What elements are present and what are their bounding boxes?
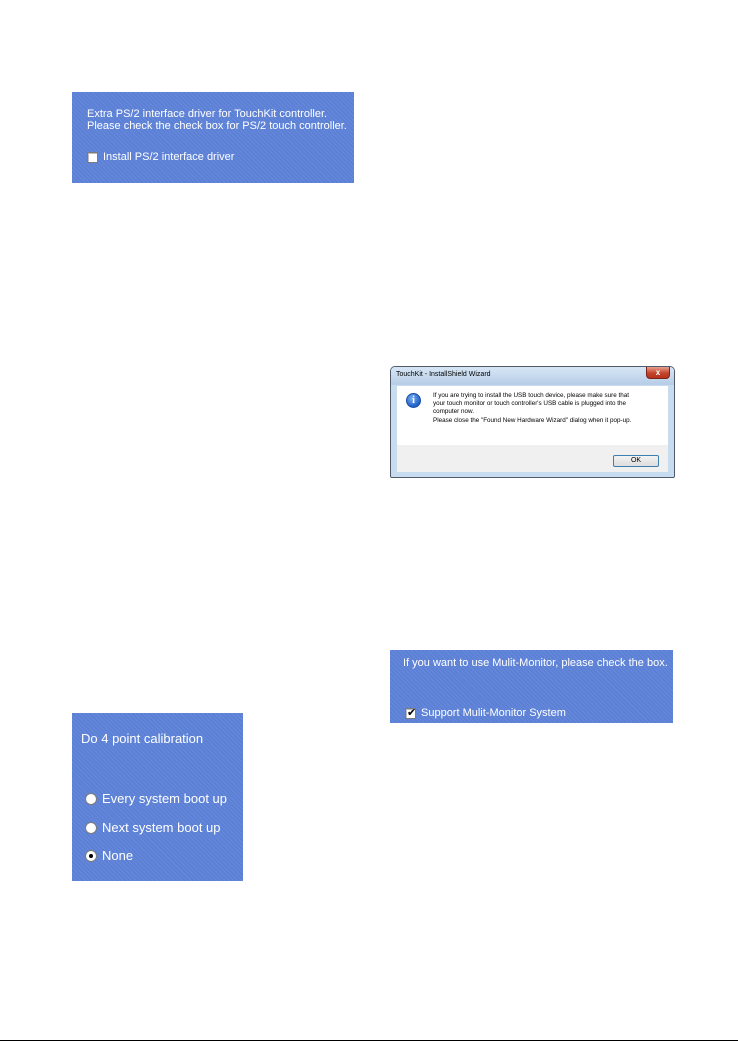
ps2-driver-panel <box>72 92 354 183</box>
installshield-dialog <box>390 366 675 478</box>
none-label: None <box>102 848 134 863</box>
multimonitor-checkbox-row[interactable] <box>405 707 566 719</box>
calibration-title: Do 4 point calibration <box>81 731 204 746</box>
every-boot-radio[interactable] <box>85 793 97 805</box>
radio-selected-dot <box>89 854 93 858</box>
message-line: If you are trying to install the USB touch device, please make sure that <box>433 392 630 399</box>
calibration-panel <box>72 713 243 881</box>
message-line: your touch monitor or touch controller's USB cable is plugged into the <box>433 400 627 408</box>
message-line: computer now. <box>433 408 474 416</box>
info-icon: i <box>406 393 421 408</box>
ps2-checkbox-row[interactable] <box>87 151 234 163</box>
page-footer-rule <box>0 1040 738 1041</box>
multimonitor-checkbox-label: Support Mulit-Monitor System <box>421 707 566 719</box>
dialog-footer <box>397 445 668 472</box>
check-icon: ✔ <box>407 705 417 719</box>
ps2-driver-checkbox[interactable] <box>87 152 98 163</box>
ok-button[interactable]: OK <box>613 455 659 467</box>
dialog-titlebar[interactable] <box>391 367 674 385</box>
multimonitor-checkbox[interactable] <box>405 705 417 719</box>
close-button[interactable] <box>646 367 670 379</box>
multimonitor-panel <box>390 650 673 723</box>
ps2-description-line1: Extra PS/2 interface driver for TouchKit controller. <box>87 108 328 120</box>
dialog-message <box>433 392 631 425</box>
close-icon: x <box>655 368 661 377</box>
radio-none[interactable] <box>85 848 133 863</box>
multimonitor-description: If you want to use Mulit-Monitor, please check the box. <box>403 657 668 669</box>
dialog-title: TouchKit - InstallShield Wizard <box>396 371 491 378</box>
message-line: Please close the "Found New Hardware Wizard" dialog when it pop-up. <box>433 416 632 424</box>
ps2-checkbox-label: Install PS/2 interface driver <box>103 151 235 163</box>
radio-every-boot[interactable] <box>85 791 227 806</box>
none-radio[interactable] <box>85 850 97 862</box>
dialog-body <box>397 386 668 445</box>
every-boot-label: Every system boot up <box>102 791 227 806</box>
radio-next-boot[interactable] <box>85 820 221 835</box>
ps2-description-line2: Please check the check box for PS/2 touch controller. <box>87 120 347 132</box>
next-boot-label: Next system boot up <box>102 820 221 835</box>
next-boot-radio[interactable] <box>85 822 97 834</box>
